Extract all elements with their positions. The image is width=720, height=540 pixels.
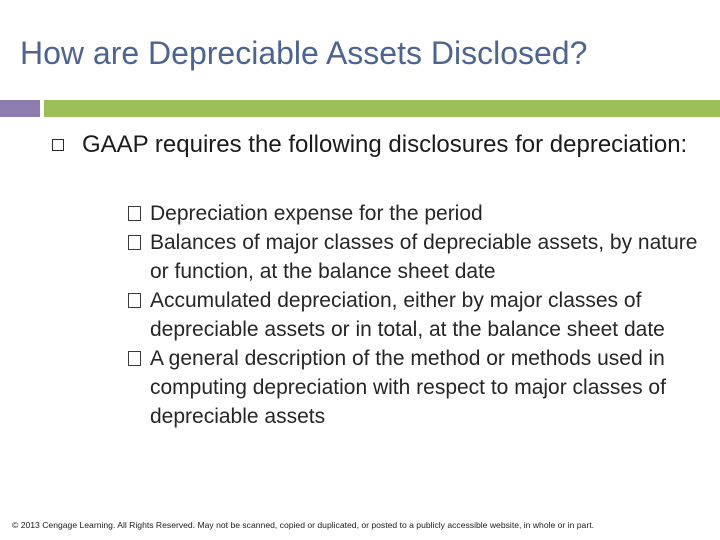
accent-bar-green <box>44 100 720 117</box>
checkbox-bullet-icon <box>128 206 141 221</box>
sub-bullet-text: A general description of the method or methods used in computing depreciation with respect to major classes of depreciable assets <box>150 347 666 428</box>
main-bullet-text: GAAP requires the following disclosures for depreciation: <box>82 131 688 158</box>
square-bullet-icon <box>52 139 64 151</box>
sub-bullet-list <box>128 199 698 431</box>
checkbox-bullet-icon <box>128 293 141 308</box>
sub-bullet-item <box>128 344 698 431</box>
sub-bullet-text: Balances of major classes of depreciable assets, by nature or function, at the balance sheet date <box>150 231 698 283</box>
sub-bullet-text: Depreciation expense for the period <box>150 202 483 225</box>
accent-bar-purple <box>0 100 40 117</box>
checkbox-bullet-icon <box>128 235 141 250</box>
checkbox-bullet-icon <box>128 351 141 366</box>
sub-bullet-text: Accumulated depreciation, either by major classes of depreciable assets or in total, at the balance sheet date <box>150 289 665 341</box>
slide-title: How are Depreciable Assets Disclosed? <box>20 35 588 71</box>
sub-bullet-item <box>128 199 698 228</box>
copyright-footer: © 2013 Cengage Learning. All Rights Reserved. May not be scanned, copied or duplicated, or posted to a publicly accessible website, in whole or in part. <box>12 520 594 530</box>
sub-bullet-item <box>128 286 698 344</box>
sub-bullet-item <box>128 228 698 286</box>
